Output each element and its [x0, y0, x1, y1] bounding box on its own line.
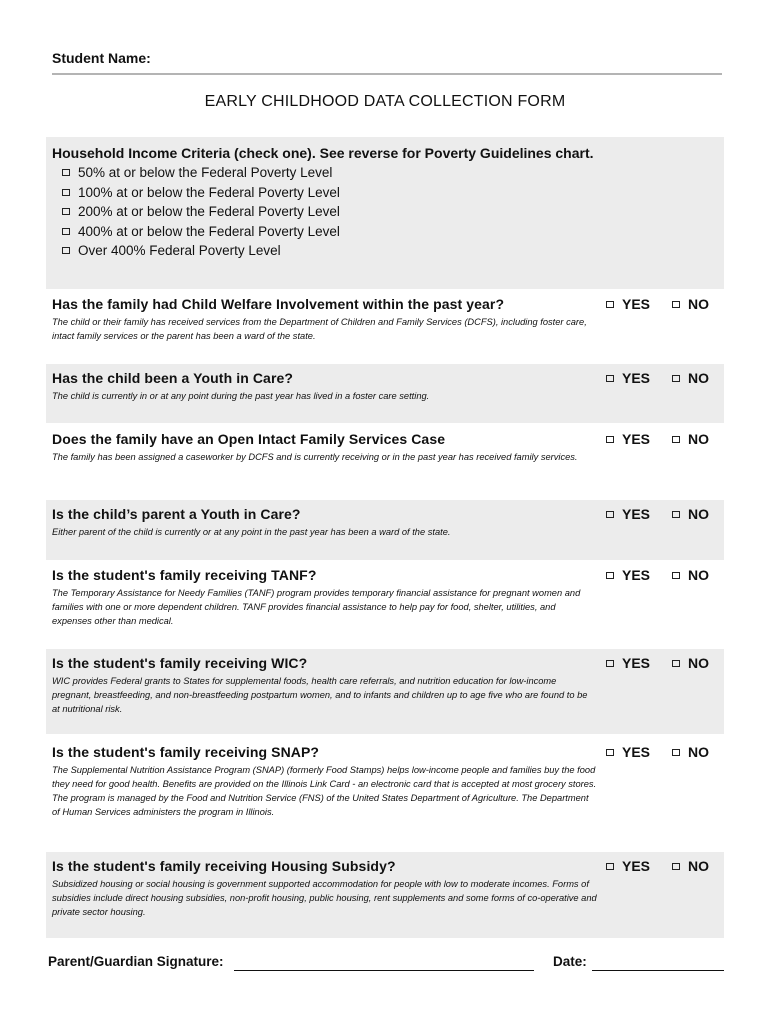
- no-option[interactable]: NO: [672, 370, 709, 386]
- student-name-line[interactable]: [52, 73, 722, 75]
- checkbox-icon[interactable]: [62, 169, 70, 176]
- no-option[interactable]: NO: [672, 744, 709, 760]
- checkbox-icon[interactable]: [672, 749, 680, 756]
- question-parent-youth-in-care: [46, 500, 724, 560]
- question-description: The Temporary Assistance for Needy Families (TANF) program provides temporary financial assistance for pregnant women and families with one or more dependent children. TANF provides financial assistance to help pay for food, shelter, utilities, and expenses other than medical.: [52, 588, 581, 626]
- income-option[interactable]: Over 400% Federal Poverty Level: [62, 241, 718, 261]
- income-option[interactable]: 400% at or below the Federal Poverty Level: [62, 222, 718, 242]
- checkbox-icon[interactable]: [606, 375, 614, 382]
- checkbox-icon[interactable]: [606, 301, 614, 308]
- checkbox-icon[interactable]: [672, 511, 680, 518]
- yes-option[interactable]: YES: [606, 744, 650, 760]
- question-description: The Supplemental Nutrition Assistance Program (SNAP) (formerly Food Stamps) helps low-income people and families buy the food they need for good health. Benefits are provided on the Illinois Link Card - an electronic card that is accepted at most grocery stores. The program is managed by the Food and Nutrition Service (FNS) of the United States Department of Agriculture. The Department of Human Services administers the program in Illinois.: [52, 765, 597, 817]
- question-intact-family-case: [46, 425, 724, 497]
- checkbox-icon[interactable]: [606, 749, 614, 756]
- no-option[interactable]: NO: [672, 567, 709, 583]
- date-label: Date:: [553, 954, 587, 969]
- question-title: Is the child’s parent a Youth in Care?: [52, 506, 301, 522]
- form-title: EARLY CHILDHOOD DATA COLLECTION FORM: [204, 93, 566, 110]
- yes-option[interactable]: YES: [606, 655, 650, 671]
- yes-option[interactable]: YES: [606, 296, 650, 312]
- question-title: Is the student's family receiving Housing Subsidy?: [52, 858, 396, 874]
- checkbox-icon[interactable]: [606, 511, 614, 518]
- signature-line[interactable]: [234, 970, 534, 971]
- checkbox-icon[interactable]: [672, 660, 680, 667]
- student-name-label: Student Name:: [52, 50, 151, 66]
- question-title: Has the child been a Youth in Care?: [52, 370, 294, 386]
- income-option[interactable]: 200% at or below the Federal Poverty Level: [62, 202, 718, 222]
- question-description: WIC provides Federal grants to States for supplemental foods, health care referrals, and nutrition education for low-income pregnant, breastfeeding, and non-breastfeeding postpartum women, and to infants and children up to age five who are found to be at nutritional risk.: [52, 676, 588, 714]
- question-description: The child or their family has received services from the Department of Children and Family Services (DCFS), including foster care, intact family services or the parent has been a ward of the state.: [52, 317, 587, 341]
- checkbox-icon[interactable]: [62, 189, 70, 196]
- checkbox-icon[interactable]: [606, 660, 614, 667]
- question-title: Has the family had Child Welfare Involvement within the past year?: [52, 296, 505, 312]
- checkbox-icon[interactable]: [672, 572, 680, 579]
- income-options: [52, 163, 718, 261]
- checkbox-icon[interactable]: [62, 247, 70, 254]
- checkbox-icon[interactable]: [606, 436, 614, 443]
- yes-option[interactable]: YES: [606, 858, 650, 874]
- yes-option[interactable]: YES: [606, 431, 650, 447]
- question-title: Does the family have an Open Intact Family Services Case: [52, 431, 446, 447]
- question-youth-in-care: [46, 364, 724, 423]
- no-option[interactable]: NO: [672, 506, 709, 522]
- income-option[interactable]: 50% at or below the Federal Poverty Level: [62, 163, 718, 183]
- checkbox-icon[interactable]: [606, 572, 614, 579]
- signature-label: Parent/Guardian Signature:: [48, 954, 224, 969]
- question-description: Subsidized housing or social housing is government supported accommodation for people with low to moderate incomes. Forms of subsidies include direct housing subsidies, non-profit housing, public housing, rent supplements and some forms of co-operative and private sector housing.: [52, 879, 597, 917]
- income-section: [46, 137, 724, 289]
- question-title: Is the student's family receiving WIC?: [52, 655, 308, 671]
- checkbox-icon[interactable]: [672, 436, 680, 443]
- question-title: Is the student's family receiving SNAP?: [52, 744, 320, 760]
- question-description: Either parent of the child is currently or at any point in the past year has been a ward of the state.: [52, 527, 451, 537]
- income-heading: Household Income Criteria (check one). See reverse for Poverty Guidelines chart.: [52, 145, 594, 161]
- date-line[interactable]: [592, 970, 724, 971]
- checkbox-icon[interactable]: [672, 863, 680, 870]
- no-option[interactable]: NO: [672, 858, 709, 874]
- checkbox-icon[interactable]: [672, 301, 680, 308]
- question-tanf: [46, 561, 724, 646]
- checkbox-icon[interactable]: [672, 375, 680, 382]
- yes-option[interactable]: YES: [606, 370, 650, 386]
- checkbox-icon[interactable]: [606, 863, 614, 870]
- checkbox-icon[interactable]: [62, 208, 70, 215]
- question-child-welfare: [46, 290, 724, 360]
- question-snap: [46, 738, 724, 850]
- question-description: The child is currently in or at any point during the past year has lived in a foster care setting.: [52, 391, 430, 401]
- income-option[interactable]: 100% at or below the Federal Poverty Level: [62, 183, 718, 203]
- question-housing-subsidy: [46, 852, 724, 938]
- yes-option[interactable]: YES: [606, 506, 650, 522]
- question-description: The family has been assigned a caseworker by DCFS and is currently receiving or in the past year has received family services.: [52, 452, 578, 462]
- no-option[interactable]: NO: [672, 431, 709, 447]
- question-wic: [46, 649, 724, 734]
- no-option[interactable]: NO: [672, 296, 709, 312]
- question-title: Is the student's family receiving TANF?: [52, 567, 317, 583]
- yes-option[interactable]: YES: [606, 567, 650, 583]
- no-option[interactable]: NO: [672, 655, 709, 671]
- checkbox-icon[interactable]: [62, 228, 70, 235]
